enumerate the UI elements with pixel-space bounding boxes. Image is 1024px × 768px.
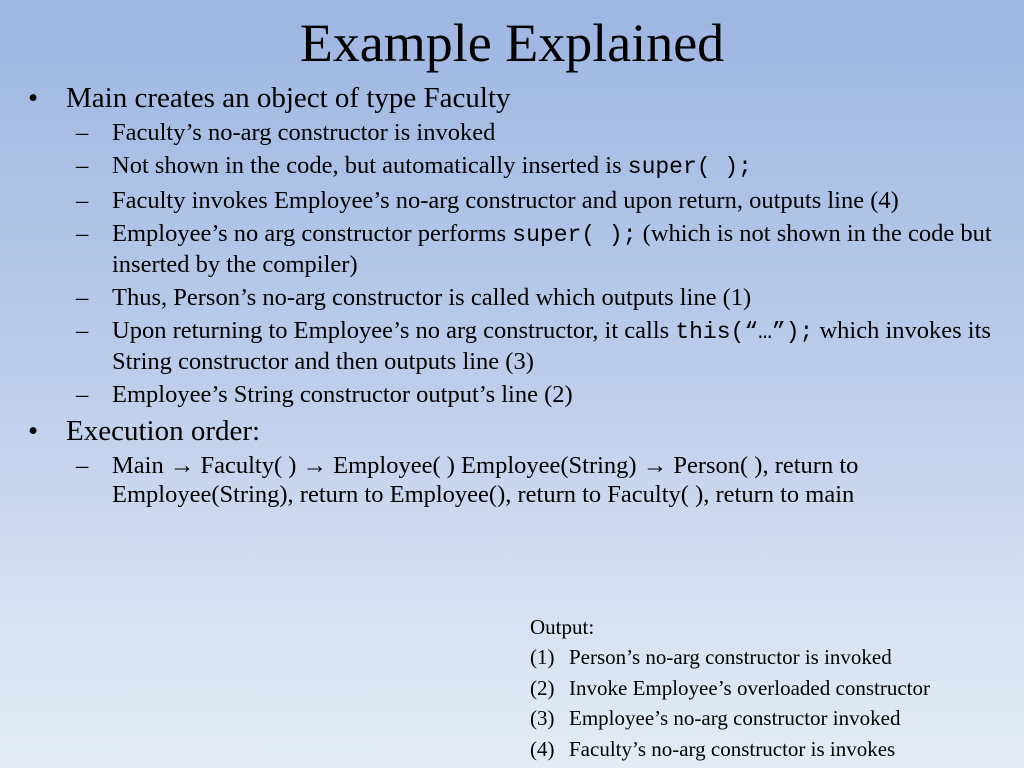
dash-icon: – [76,284,89,311]
bullet-list [28,80,1003,509]
sub-bullet-text: Faculty’s no-arg constructor is invoked [112,119,496,146]
output-heading: Output: [530,615,595,639]
output-line-text: Person’s no-arg constructor is invoked [569,645,892,669]
code-snippet: super( ); [512,222,637,248]
slide-title: Example Explained [299,13,725,73]
code-snippet: this(“…”); [675,319,814,345]
dash-icon: – [76,152,89,179]
bullet-dot-icon: • [28,415,39,447]
sub-bullet-text: Employee’s no arg constructor performs [112,220,513,247]
sub-bullet-text: Upon returning to Employee’s no arg constructor, it calls [112,317,676,344]
dash-icon: – [76,119,89,146]
sub-bullet-text: Thus, Person’s no-arg constructor is called which outputs line (1) [112,284,752,311]
output-line-number: (1) [530,645,555,669]
sub-bullet-text-after: (which is not shown in the code but inserted by the compiler) [112,220,992,278]
bullet-dot-icon: • [28,82,39,114]
output-box [530,612,930,764]
output-line-text: Faculty’s no-arg constructor is invokes [569,736,896,761]
sub-bullet-item [66,118,1003,147]
slide-content [28,78,1003,513]
dash-icon: – [76,317,89,344]
sub-bullet-text: Employee’s String constructor output’s line (2) [112,381,573,408]
output-line [530,673,930,704]
output-line-number: (4) [530,736,555,761]
output-line-text: Employee’s no-arg constructor invoked [569,706,901,730]
output-line [530,734,930,765]
bullet-text: Execution order: [66,415,261,447]
sub-bullet-item [66,451,1003,509]
output-line-number: (3) [530,706,555,730]
sub-bullet-item [66,219,1003,279]
sub-bullet-text: Main → Faculty( ) → Employee( ) Employee(String) → Person( ), return to Employee(String), return to Employee(), return to Faculty( ), return to main [112,452,859,508]
dash-icon: – [76,381,89,408]
sub-bullet-item [66,186,1003,215]
output-line-text: Invoke Employee’s overloaded constructor [569,675,930,700]
sub-bullet-text-after: which invokes its String constructor and then outputs line (3) [112,317,991,375]
dash-icon: – [76,452,89,479]
sub-bullet-list [66,118,1003,409]
sub-bullet-item [66,316,1003,376]
output-line [530,642,930,673]
dash-icon: – [76,220,89,247]
bullet-item [28,80,1003,409]
sub-bullet-text: Not shown in the code, but automatically inserted is [112,152,628,179]
sub-bullet-item [66,380,1003,409]
bullet-text: Main creates an object of type Faculty [66,82,511,114]
bullet-item [28,413,1003,509]
output-line-number: (2) [530,675,555,700]
code-snippet: super( ); [627,154,752,180]
output-line [530,703,930,734]
dash-icon: – [76,187,89,214]
sub-bullet-text: Faculty invokes Employee’s no-arg constructor and upon return, outputs line (4) [112,187,899,214]
sub-bullet-list [66,451,1003,509]
sub-bullet-item [66,283,1003,312]
sub-bullet-item [66,151,1003,182]
